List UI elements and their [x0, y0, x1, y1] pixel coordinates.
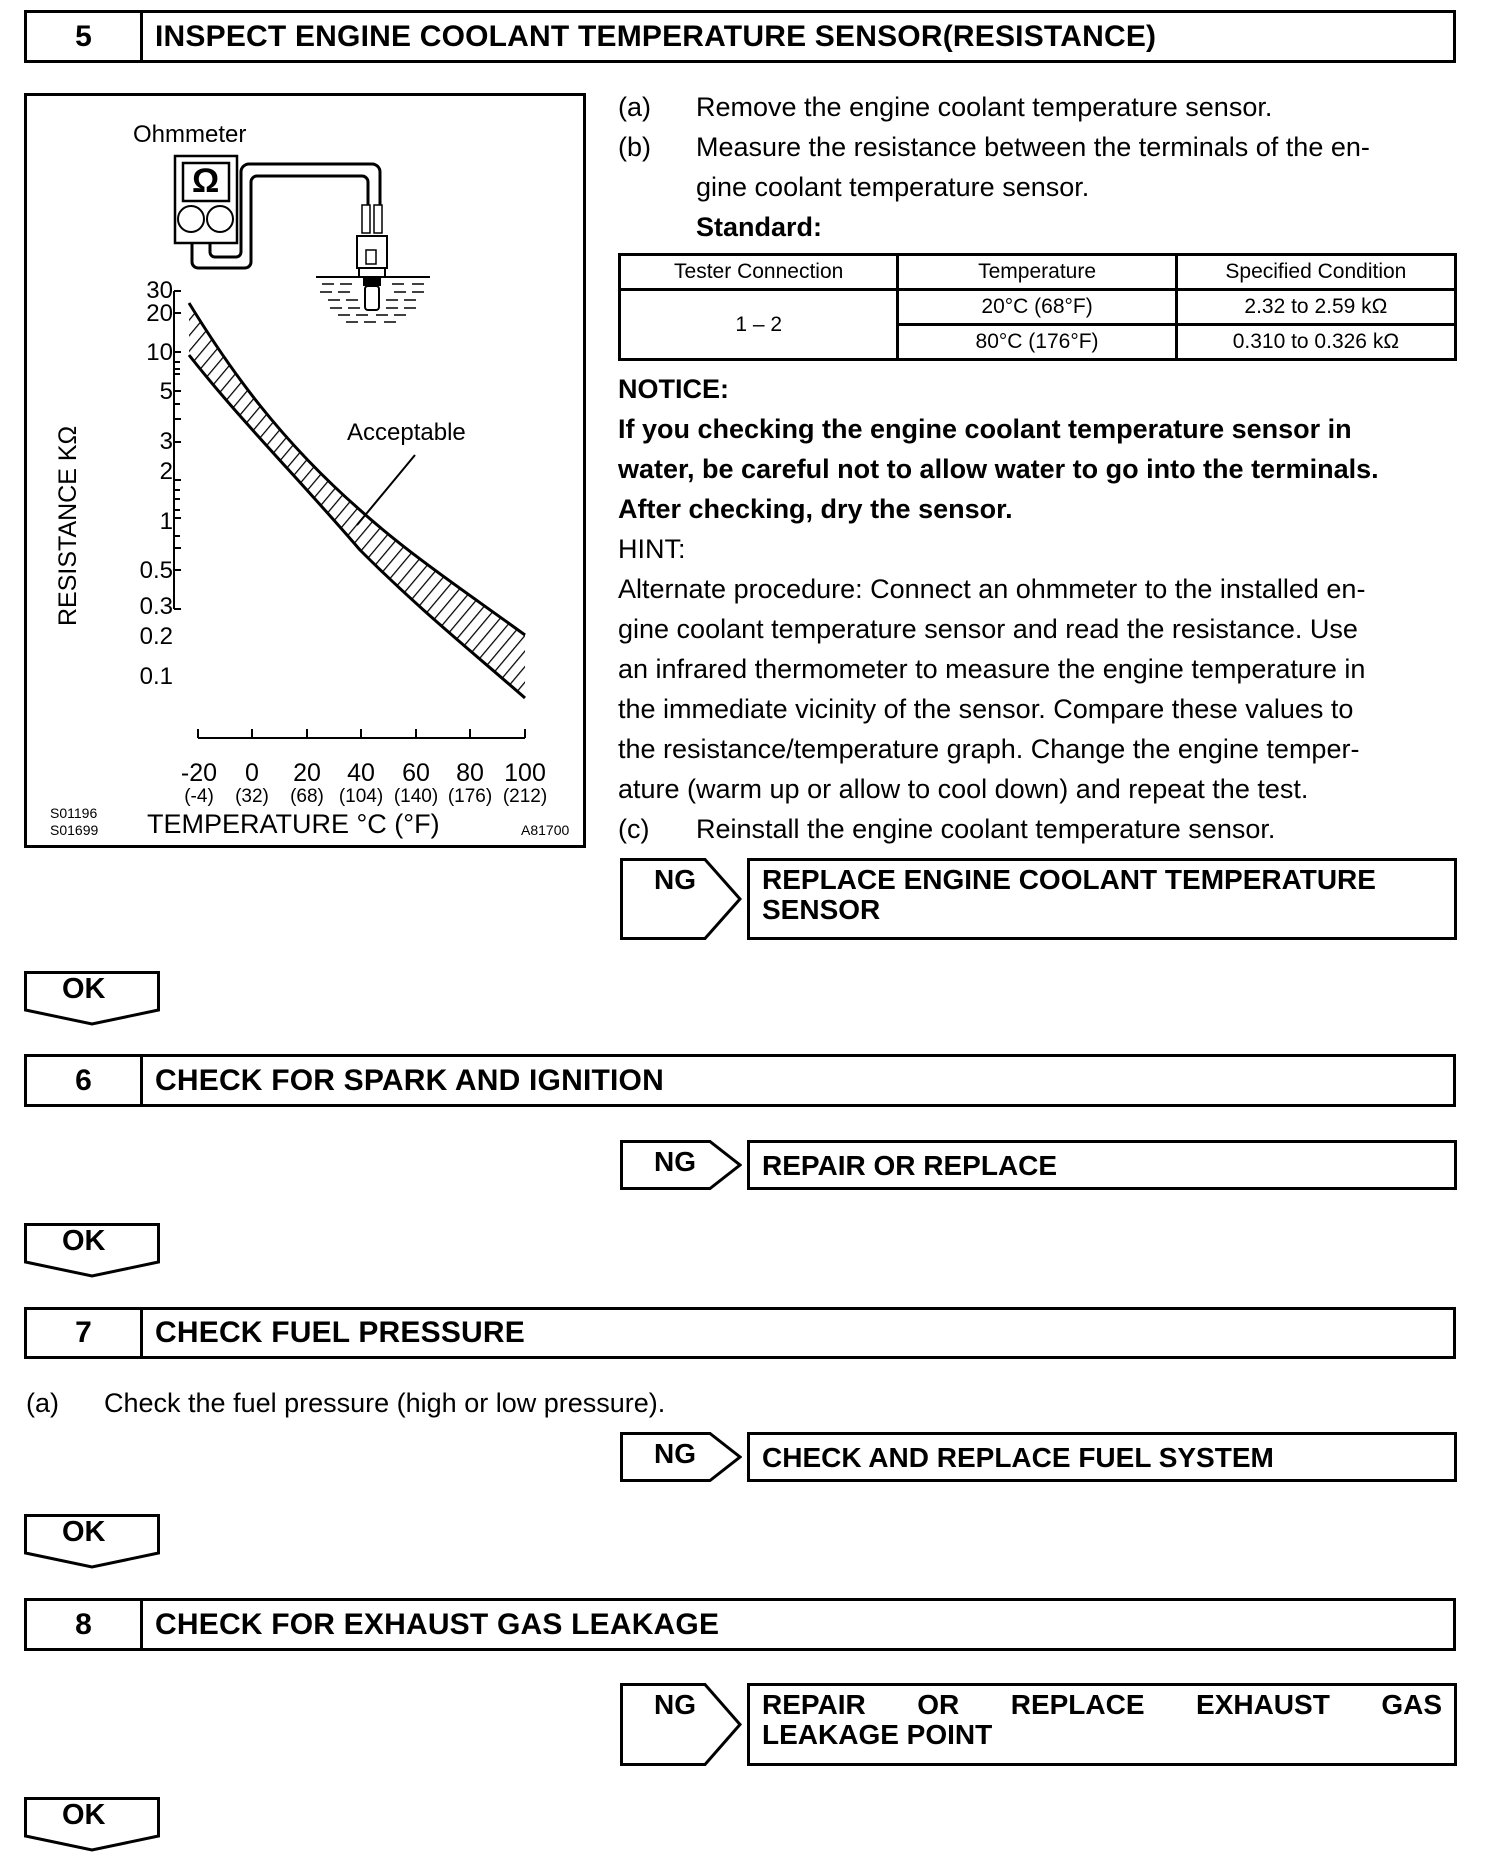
step-text: Remove the engine coolant temperature sensor.: [696, 92, 1273, 122]
ng-action: [747, 1140, 1457, 1190]
step-text: Reinstall the engine coolant temperature sensor.: [696, 814, 1276, 844]
y-tick: 10: [146, 339, 173, 366]
ng-label: NG: [654, 864, 696, 895]
section-title: CHECK FUEL PRESSURE: [155, 1316, 525, 1349]
ng-label: NG: [654, 1146, 696, 1177]
section-header-5: [24, 10, 1456, 63]
ng-result-5[interactable]: [620, 858, 1457, 940]
section-title: CHECK FOR EXHAUST GAS LEAKAGE: [155, 1607, 720, 1641]
ng-arrow-icon: [620, 1140, 742, 1190]
step-label: (a): [618, 92, 651, 122]
table-cell: 1 – 2: [620, 290, 898, 360]
word: REPAIR: [762, 1689, 866, 1720]
y-tick: 2: [159, 458, 173, 485]
ok-label: OK: [62, 973, 106, 1005]
x-tick-f: (104): [338, 786, 384, 807]
ng-arrow-icon: [620, 858, 742, 940]
y-tick: 30: [146, 277, 173, 304]
x-tick: -20: [180, 759, 218, 787]
ng-action-line: CHECK AND REPLACE FUEL SYSTEM: [762, 1442, 1274, 1473]
y-tick: 3: [159, 428, 173, 455]
x-tick-f: (32): [235, 786, 269, 807]
ng-action-line: SENSOR: [762, 894, 881, 925]
resistance-figure: [24, 93, 586, 848]
y-tick: 0.1: [139, 663, 173, 690]
figure-code-1: S01196: [50, 805, 98, 821]
notice-text: If you checking the engine coolant temperature sensor in: [618, 414, 1352, 444]
figure-code-2: S01699: [50, 822, 99, 838]
spec-table: [618, 253, 1457, 361]
table-header: Temperature: [898, 255, 1176, 290]
word: REPLACE: [1010, 1689, 1145, 1720]
word: EXHAUST: [1196, 1689, 1330, 1720]
ok-label: OK: [62, 1799, 106, 1831]
y-tick: 0.3: [139, 593, 173, 620]
x-tick: 20: [293, 759, 321, 787]
y-tick: 5: [159, 378, 173, 405]
ok-arrow-1[interactable]: [24, 971, 160, 1023]
ohmmeter-label: Ohmmeter: [133, 121, 247, 148]
ohmmeter-diagram: [27, 96, 583, 845]
hint-text: the resistance/temperature graph. Change the engine temper-: [618, 734, 1360, 764]
x-tick: 60: [402, 759, 430, 787]
y-tick: 20: [146, 300, 173, 327]
y-tick: 0.2: [139, 623, 173, 650]
table-cell: 20°C (68°F): [898, 290, 1176, 325]
table-header: Specified Condition: [1176, 255, 1455, 290]
ok-arrow-3[interactable]: [24, 1514, 160, 1566]
section-header-7: [24, 1307, 1456, 1359]
ng-result-8[interactable]: [620, 1683, 1457, 1766]
table-row: [620, 290, 1456, 325]
ng-result-6[interactable]: [620, 1140, 1457, 1190]
table-cell: 80°C (176°F): [898, 325, 1176, 360]
x-tick: 40: [347, 759, 375, 787]
y-axis-label: RESISTANCE KΩ: [54, 425, 82, 626]
x-tick: 100: [504, 759, 546, 787]
step-text: Check the fuel pressure (high or low pressure).: [104, 1388, 666, 1418]
ng-action-line: LEAKAGE POINT: [762, 1719, 993, 1750]
ok-arrow-2[interactable]: [24, 1223, 160, 1275]
section-number: 5: [27, 13, 143, 60]
hint-text: ature (warm up or allow to cool down) and repeat the test.: [618, 774, 1309, 804]
x-axis-label: TEMPERATURE °C (°F): [147, 809, 440, 839]
acceptable-label: Acceptable: [347, 419, 466, 446]
figure-code-right: A81700: [521, 822, 570, 838]
ng-action-line: [762, 1690, 1442, 1720]
hint-text: Alternate procedure: Connect an ohmmeter to the installed en-: [618, 574, 1366, 604]
ok-arrow-4[interactable]: [24, 1797, 160, 1849]
section-title: CHECK FOR SPARK AND IGNITION: [155, 1063, 664, 1097]
y-tick: 0.5: [139, 557, 173, 584]
ng-label: NG: [654, 1438, 696, 1469]
section-header-8: [24, 1598, 1456, 1651]
step-label: (a): [26, 1388, 59, 1418]
step-text: Measure the resistance between the terminals of the en-: [696, 132, 1370, 162]
standard-label: Standard:: [696, 212, 823, 242]
notice-text: After checking, dry the sensor.: [618, 494, 1013, 524]
ng-action: [747, 1432, 1457, 1482]
step-label: (b): [618, 132, 651, 162]
ng-action-line: REPAIR OR REPLACE: [762, 1150, 1058, 1181]
notice-label: NOTICE:: [618, 374, 729, 404]
section-title: INSPECT ENGINE COOLANT TEMPERATURE SENSOR(RESISTANCE): [155, 19, 1157, 53]
word: OR: [917, 1689, 960, 1720]
ng-label: NG: [654, 1689, 696, 1720]
section-number: 6: [27, 1057, 143, 1104]
x-tick-f: (-4): [184, 786, 214, 807]
ng-result-7[interactable]: [620, 1432, 1457, 1482]
x-tick-f: (68): [290, 786, 324, 807]
section-number: 7: [27, 1310, 143, 1356]
x-tick-f: (140): [393, 786, 439, 807]
ng-arrow-icon: [620, 1683, 742, 1766]
section-number: 8: [27, 1601, 143, 1648]
ng-action-line: REPLACE ENGINE COOLANT TEMPERATURE: [762, 864, 1376, 895]
y-tick: 1: [159, 508, 173, 535]
table-header-row: [620, 255, 1456, 290]
word: GAS: [1381, 1689, 1442, 1720]
ok-label: OK: [62, 1516, 106, 1548]
step-label: (c): [618, 814, 650, 844]
x-tick-f: (176): [447, 786, 493, 807]
table-cell: 0.310 to 0.326 kΩ: [1176, 325, 1455, 360]
ohm-symbol-icon: Ω: [192, 162, 220, 200]
hint-text: an infrared thermometer to measure the engine temperature in: [618, 654, 1366, 684]
ng-arrow-icon: [620, 1432, 742, 1482]
table-header: Tester Connection: [620, 255, 898, 290]
ok-label: OK: [62, 1225, 106, 1257]
table-cell: 2.32 to 2.59 kΩ: [1176, 290, 1455, 325]
ng-action: [747, 1683, 1457, 1766]
ng-action: [747, 858, 1457, 940]
notice-text: water, be careful not to allow water to go into the terminals.: [618, 454, 1379, 484]
hint-text: gine coolant temperature sensor and read the resistance. Use: [618, 614, 1358, 644]
hint-text: the immediate vicinity of the sensor. Compare these values to: [618, 694, 1354, 724]
section-header-6: [24, 1054, 1456, 1107]
x-tick: 0: [245, 759, 259, 787]
x-tick: 80: [456, 759, 484, 787]
step-text: gine coolant temperature sensor.: [696, 172, 1090, 202]
hint-label: HINT:: [618, 534, 686, 564]
x-tick-f: (212): [502, 786, 548, 807]
